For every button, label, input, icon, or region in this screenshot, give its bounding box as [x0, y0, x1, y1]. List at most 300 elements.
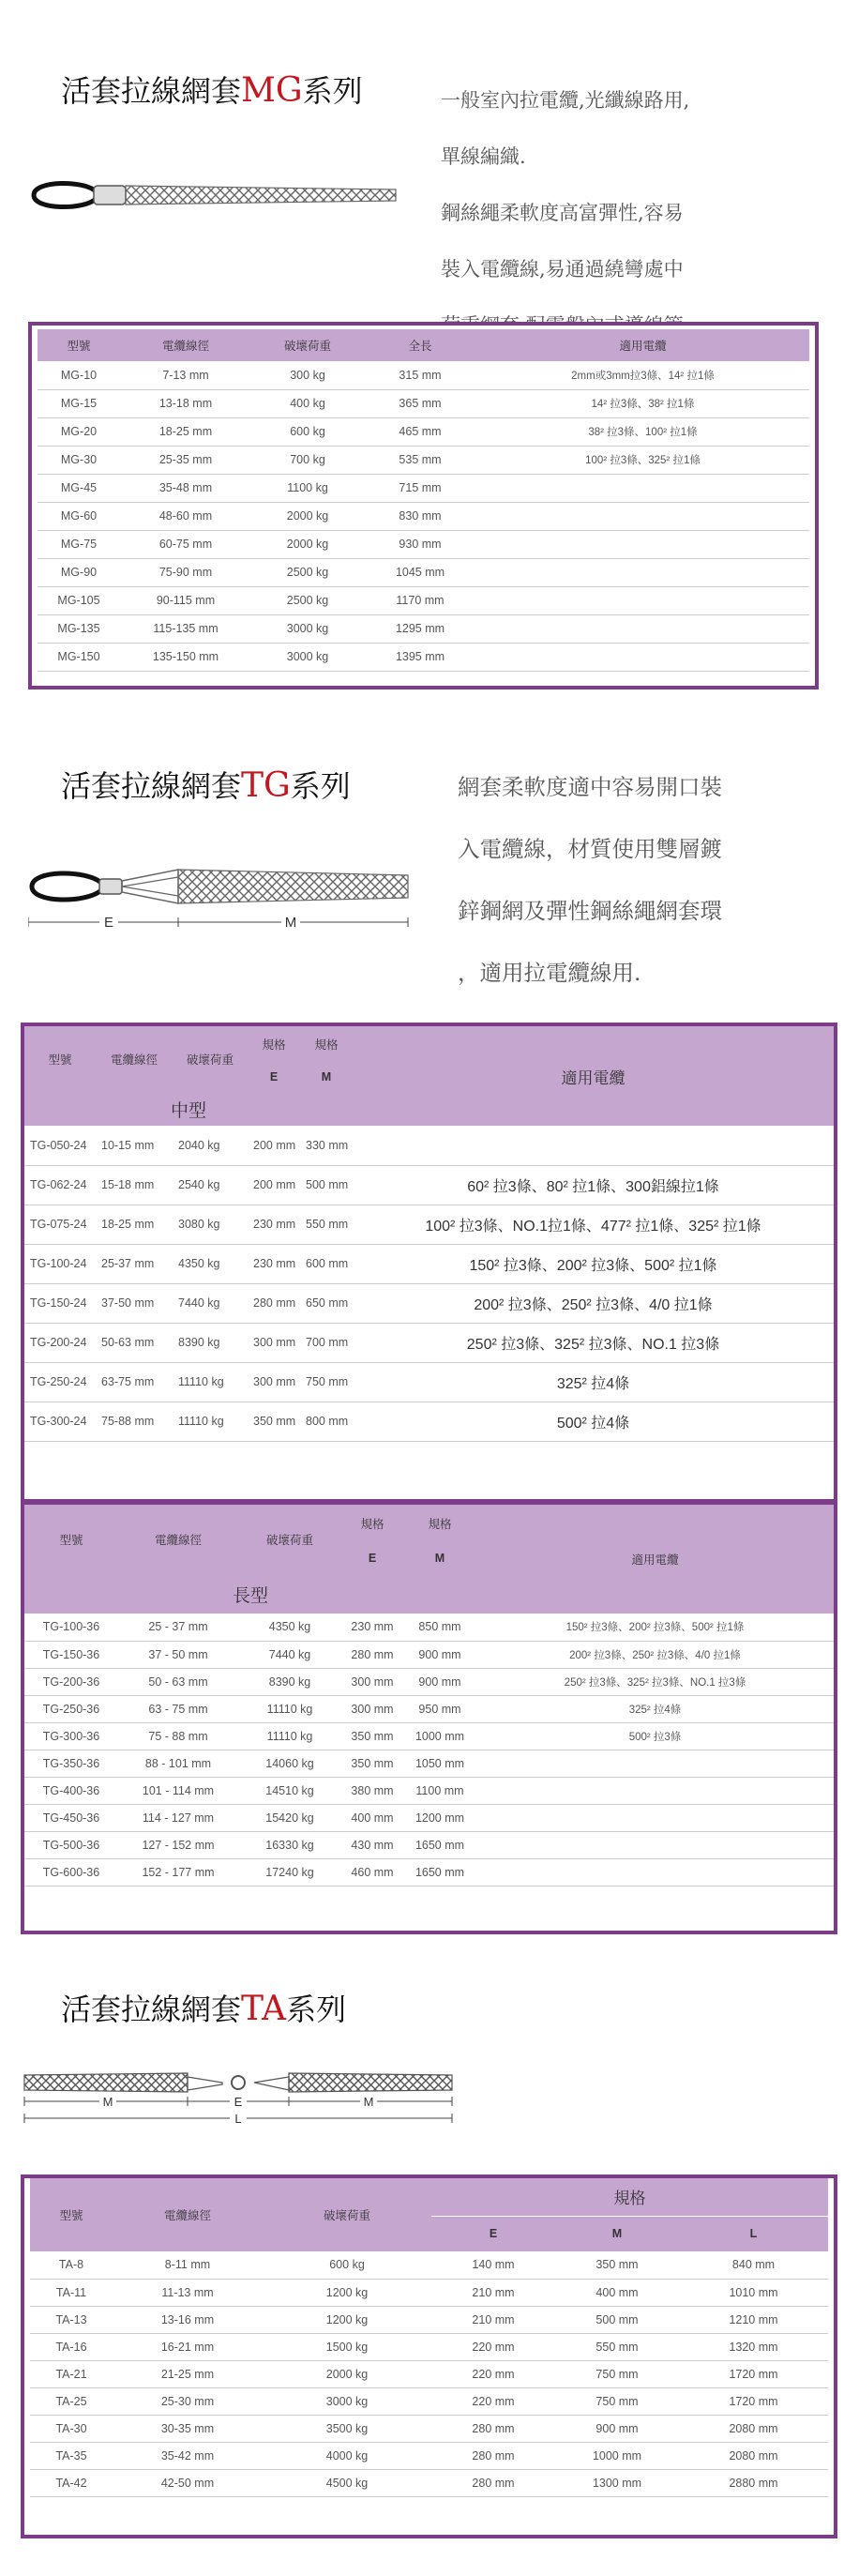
table-cell: 1200 kg — [263, 2306, 431, 2333]
table-cell: 75-90 mm — [120, 558, 251, 586]
table-cell: 210 mm — [431, 2279, 555, 2306]
table-cell: 1295 mm — [364, 614, 476, 643]
table-cell: 250² 拉3條、325² 拉3條、NO.1 拉3條 — [353, 1323, 834, 1362]
table-cell: 7440 kg — [238, 1641, 341, 1668]
mg-title-suffix: 系列 — [302, 73, 363, 109]
table-cell: 114 - 127 mm — [118, 1804, 238, 1831]
tg-long-col-load: 破壞荷重 — [238, 1505, 341, 1574]
table-cell: 2080 mm — [679, 2415, 828, 2442]
table-row — [24, 1402, 834, 1441]
mg-desc-line: 單線編織. — [441, 145, 526, 168]
table-cell: TG-062-24 — [24, 1165, 96, 1205]
table-cell: 75 - 88 mm — [118, 1722, 238, 1750]
table-row — [24, 1695, 834, 1722]
table-row — [38, 446, 809, 474]
table-cell: TA-30 — [30, 2415, 113, 2442]
table-cell: 325² 拉4條 — [353, 1362, 834, 1402]
table-cell: 650 mm — [300, 1283, 353, 1323]
table-cell: 1500 kg — [263, 2333, 431, 2360]
table-cell: 3000 kg — [251, 643, 364, 671]
table-cell: 500 mm — [300, 1165, 353, 1205]
ta-diagram-m-label: M — [363, 2095, 374, 2109]
tg-long-col-diameter: 電纜線徑 — [118, 1505, 238, 1574]
ta-col-m: M — [555, 2216, 679, 2251]
table-cell: 220 mm — [431, 2360, 555, 2387]
table-row — [24, 1641, 834, 1668]
tg-mid-type-label: 中型 — [24, 1092, 353, 1126]
table-cell: TG-050-24 — [24, 1126, 96, 1165]
table-row — [24, 1205, 834, 1244]
table-cell: 13-18 mm — [120, 389, 251, 417]
table-row — [30, 2279, 828, 2306]
tg-diagram-e-label: E — [103, 915, 114, 931]
table-cell: 11110 kg — [173, 1362, 248, 1402]
table-cell — [476, 1804, 834, 1831]
table-cell: TG-350-36 — [24, 1750, 118, 1777]
ta-table-frame — [21, 2174, 837, 2538]
tg-title-prefix: 活套拉線網套 — [61, 768, 242, 804]
table-cell: 300 mm — [248, 1323, 300, 1362]
table-cell: 1395 mm — [364, 643, 476, 671]
ta-col-model: 型號 — [30, 2178, 113, 2251]
table-cell: 63 - 75 mm — [118, 1695, 238, 1722]
table-row — [24, 1831, 834, 1858]
table-cell: 280 mm — [341, 1641, 403, 1668]
mg-desc-line: 裝入電纜線,易通過繞彎處中 — [441, 258, 684, 280]
table-cell: MG-105 — [38, 586, 120, 614]
ta-diagram-m-label: M — [102, 2095, 113, 2109]
table-cell: 75-88 mm — [96, 1402, 173, 1441]
table-cell: 15420 kg — [238, 1804, 341, 1831]
table-row — [38, 614, 809, 643]
table-cell: 115-135 mm — [120, 614, 251, 643]
table-cell: 15-18 mm — [96, 1165, 173, 1205]
table-cell: 4000 kg — [263, 2442, 431, 2469]
table-row — [24, 1722, 834, 1750]
table-cell: TG-250-24 — [24, 1362, 96, 1402]
mg-col-load: 破壞荷重 — [251, 329, 364, 361]
table-cell: 2mm或3mm拉3條、14² 拉1條 — [476, 361, 809, 389]
table-row — [30, 2415, 828, 2442]
table-cell: 7440 kg — [173, 1283, 248, 1323]
table-cell — [476, 530, 809, 558]
table-cell: 38² 拉3條、100² 拉1條 — [476, 417, 809, 446]
table-cell: TA-16 — [30, 2333, 113, 2360]
table-cell: 2000 kg — [251, 502, 364, 530]
tg-desc-line: 鋅鋼網及彈性鋼絲繩網套環 — [458, 898, 722, 924]
tg-mid-col-diameter: 電纜線徑 — [96, 1026, 173, 1092]
table-row — [24, 1750, 834, 1777]
table-cell: 152 - 177 mm — [118, 1858, 238, 1886]
table-cell: 350 mm — [248, 1402, 300, 1441]
table-cell: 25-30 mm — [113, 2387, 263, 2415]
table-cell: 500² 拉3條 — [476, 1722, 834, 1750]
table-cell: 500² 拉4條 — [353, 1402, 834, 1441]
table-cell: 37-50 mm — [96, 1283, 173, 1323]
table-cell: 465 mm — [364, 417, 476, 446]
table-cell — [353, 1126, 834, 1165]
table-cell: 750 mm — [555, 2387, 679, 2415]
table-cell: 700 mm — [300, 1323, 353, 1362]
table-cell: 550 mm — [555, 2333, 679, 2360]
ta-diagram-l-label: L — [234, 2112, 242, 2126]
tg-desc-line: ，適用拉電纜線用. — [458, 960, 641, 986]
table-cell: 380 mm — [341, 1777, 403, 1804]
table-cell: 3000 kg — [251, 614, 364, 643]
table-cell: MG-10 — [38, 361, 120, 389]
table-cell: 1300 mm — [555, 2469, 679, 2496]
table-cell: 800 mm — [300, 1402, 353, 1441]
table-cell: 550 mm — [300, 1205, 353, 1244]
table-cell: 2000 kg — [251, 530, 364, 558]
table-cell: 1170 mm — [364, 586, 476, 614]
table-cell — [476, 1750, 834, 1777]
table-cell: 230 mm — [248, 1205, 300, 1244]
table-cell: 400 kg — [251, 389, 364, 417]
table-row — [38, 389, 809, 417]
tg-long-col-e: E — [341, 1542, 403, 1574]
table-row — [24, 1165, 834, 1205]
tg-title-code: TG — [241, 766, 291, 805]
table-cell: 2040 kg — [173, 1126, 248, 1165]
table-cell: 42-50 mm — [113, 2469, 263, 2496]
mg-col-apply: 適用電纜 — [476, 329, 809, 361]
table-cell: 18-25 mm — [96, 1205, 173, 1244]
table-cell: 11110 kg — [238, 1695, 341, 1722]
table-cell: 230 mm — [341, 1614, 403, 1641]
table-row — [24, 1777, 834, 1804]
mg-sleeve-illustration — [28, 167, 403, 223]
table-cell: 48-60 mm — [120, 502, 251, 530]
table-cell: 8390 kg — [238, 1668, 341, 1695]
table-cell: 135-150 mm — [120, 643, 251, 671]
table-cell: 600 kg — [251, 417, 364, 446]
table-cell: 750 mm — [555, 2360, 679, 2387]
table-cell: MG-15 — [38, 389, 120, 417]
table-cell: 11-13 mm — [113, 2279, 263, 2306]
mg-col-model: 型號 — [38, 329, 120, 361]
ta-diagram-e-label: E — [234, 2095, 243, 2109]
mg-title-prefix: 活套拉線網套 — [61, 73, 242, 109]
table-cell: 1000 mm — [403, 1722, 476, 1750]
tg-long-col-m: M — [403, 1542, 476, 1574]
table-cell: TG-150-36 — [24, 1641, 118, 1668]
table-row — [38, 474, 809, 502]
table-cell: 840 mm — [679, 2251, 828, 2279]
table-cell: TG-500-36 — [24, 1831, 118, 1858]
table-cell: 30-35 mm — [113, 2415, 263, 2442]
table-cell: 7-13 mm — [120, 361, 251, 389]
table-cell: 300 mm — [341, 1695, 403, 1722]
table-cell: 2880 mm — [679, 2469, 828, 2496]
tg-mid-col-e: E — [248, 1062, 300, 1092]
tg-mid-col-spec: 規格 — [300, 1026, 353, 1062]
table-cell: 750 mm — [300, 1362, 353, 1402]
table-cell: TG-300-36 — [24, 1722, 118, 1750]
table-row — [38, 361, 809, 389]
table-cell: 1650 mm — [403, 1858, 476, 1886]
table-cell: 3080 kg — [173, 1205, 248, 1244]
table-row — [38, 530, 809, 558]
table-cell: 18-25 mm — [120, 417, 251, 446]
table-cell: TA-42 — [30, 2469, 113, 2496]
table-cell — [476, 1777, 834, 1804]
table-cell: 715 mm — [364, 474, 476, 502]
table-row — [24, 1614, 834, 1641]
ta-col-spec: 規格 — [431, 2178, 828, 2216]
tg-mid-col-load: 破壞荷重 — [173, 1026, 248, 1092]
table-cell: 2000 kg — [263, 2360, 431, 2387]
tg-long-col-apply: 適用電纜 — [476, 1505, 834, 1614]
table-cell — [476, 1831, 834, 1858]
table-cell: 1720 mm — [679, 2387, 828, 2415]
table-row — [30, 2333, 828, 2360]
table-cell: 600 kg — [263, 2251, 431, 2279]
table-cell: 2540 kg — [173, 1165, 248, 1205]
table-cell: 900 mm — [403, 1668, 476, 1695]
table-cell: 300 mm — [341, 1668, 403, 1695]
table-cell: 850 mm — [403, 1614, 476, 1641]
table-cell: 4350 kg — [238, 1614, 341, 1641]
table-cell: 350 mm — [555, 2251, 679, 2279]
tg-mid-table-frame — [21, 1023, 837, 1503]
table-cell: 210 mm — [431, 2306, 555, 2333]
table-cell: 140 mm — [431, 2251, 555, 2279]
table-cell: 1320 mm — [679, 2333, 828, 2360]
table-row — [24, 1126, 834, 1165]
tg-long-table-body — [24, 1614, 834, 1886]
table-row — [30, 2469, 828, 2496]
mg-col-diameter: 電纜線徑 — [120, 329, 251, 361]
mg-table — [38, 329, 809, 672]
table-row — [24, 1283, 834, 1323]
table-cell: 101 - 114 mm — [118, 1777, 238, 1804]
table-cell: MG-150 — [38, 643, 120, 671]
table-cell: 1210 mm — [679, 2306, 828, 2333]
table-cell — [476, 643, 809, 671]
table-cell: 37 - 50 mm — [118, 1641, 238, 1668]
tg-mid-col-apply: 適用電纜 — [353, 1026, 834, 1126]
table-cell: 1050 mm — [403, 1750, 476, 1777]
table-cell: TG-200-36 — [24, 1668, 118, 1695]
table-cell: 400 mm — [341, 1804, 403, 1831]
table-cell: 1045 mm — [364, 558, 476, 586]
table-cell: 200² 拉3條、250² 拉3條、4/0 拉1條 — [476, 1641, 834, 1668]
table-cell: 25-37 mm — [96, 1244, 173, 1283]
table-cell: TA-8 — [30, 2251, 113, 2279]
tg-mid-col-model: 型號 — [24, 1026, 96, 1092]
table-cell: 300 kg — [251, 361, 364, 389]
table-cell: 60-75 mm — [120, 530, 251, 558]
table-cell: 100² 拉3條、325² 拉1條 — [476, 446, 809, 474]
table-cell: 1200 kg — [263, 2279, 431, 2306]
table-cell: 21-25 mm — [113, 2360, 263, 2387]
table-row — [30, 2251, 828, 2279]
table-cell: 325² 拉4條 — [476, 1695, 834, 1722]
table-cell: 17240 kg — [238, 1858, 341, 1886]
table-row — [38, 586, 809, 614]
ta-col-diameter: 電纜線徑 — [113, 2178, 263, 2251]
tg-desc-line: 入電纜線，材質使用雙層鍍 — [458, 836, 722, 862]
table-cell: 16330 kg — [238, 1831, 341, 1858]
table-cell: TG-300-24 — [24, 1402, 96, 1441]
tg-mid-table — [24, 1026, 834, 1442]
table-cell — [476, 474, 809, 502]
table-cell: 535 mm — [364, 446, 476, 474]
table-cell: 1650 mm — [403, 1831, 476, 1858]
table-cell: 950 mm — [403, 1695, 476, 1722]
tg-long-col-spec: 規格 — [341, 1505, 403, 1542]
table-cell: TG-150-24 — [24, 1283, 96, 1323]
table-cell: TG-100-36 — [24, 1614, 118, 1641]
table-cell: 35-42 mm — [113, 2442, 263, 2469]
table-cell: MG-30 — [38, 446, 120, 474]
table-row — [30, 2442, 828, 2469]
table-cell: 100² 拉3條、NO.1拉1條、477² 拉1條、325² 拉1條 — [353, 1205, 834, 1244]
ta-table — [30, 2178, 828, 2497]
table-cell: 13-16 mm — [113, 2306, 263, 2333]
table-cell: TG-075-24 — [24, 1205, 96, 1244]
table-cell: 330 mm — [300, 1126, 353, 1165]
table-cell: 700 kg — [251, 446, 364, 474]
table-cell: 50-63 mm — [96, 1323, 173, 1362]
table-cell: 300 mm — [248, 1362, 300, 1402]
table-cell: 1100 mm — [403, 1777, 476, 1804]
table-cell: 10-15 mm — [96, 1126, 173, 1165]
table-cell: 1200 mm — [403, 1804, 476, 1831]
mg-title-code: MG — [241, 71, 303, 110]
table-row — [24, 1804, 834, 1831]
table-cell: 16-21 mm — [113, 2333, 263, 2360]
ta-title-suffix: 系列 — [286, 1992, 347, 2027]
ta-title-prefix: 活套拉線網套 — [61, 1992, 242, 2027]
table-row — [30, 2306, 828, 2333]
tg-sleeve-illustration — [28, 858, 422, 933]
table-cell: 2080 mm — [679, 2442, 828, 2469]
table-cell: 315 mm — [364, 361, 476, 389]
table-cell: 150² 拉3條、200² 拉3條、500² 拉1條 — [353, 1244, 834, 1283]
table-cell: 200 mm — [248, 1165, 300, 1205]
table-cell: 127 - 152 mm — [118, 1831, 238, 1858]
ta-sleeve-illustration — [21, 2064, 461, 2129]
table-cell: 280 mm — [431, 2415, 555, 2442]
table-row — [24, 1362, 834, 1402]
table-row — [24, 1323, 834, 1362]
tg-mid-table-body — [24, 1126, 834, 1441]
table-cell: 200 mm — [248, 1126, 300, 1165]
table-cell: 14060 kg — [238, 1750, 341, 1777]
table-cell: 350 mm — [341, 1722, 403, 1750]
mg-title — [61, 68, 363, 111]
table-cell: 90-115 mm — [120, 586, 251, 614]
table-cell: 4350 kg — [173, 1244, 248, 1283]
table-cell: TG-600-36 — [24, 1858, 118, 1886]
table-cell: 500 mm — [555, 2306, 679, 2333]
tg-diagram-m-label: M — [284, 915, 297, 931]
mg-desc-line: 一般室內拉電纜,光纖線路用, — [441, 89, 690, 112]
table-cell: MG-75 — [38, 530, 120, 558]
table-cell: 50 - 63 mm — [118, 1668, 238, 1695]
table-cell: 60² 拉3條、80² 拉1條、300鋁線拉1條 — [353, 1165, 834, 1205]
table-cell: 14² 拉3條、38² 拉1條 — [476, 389, 809, 417]
mg-col-length: 全長 — [364, 329, 476, 361]
table-cell: 3500 kg — [263, 2415, 431, 2442]
table-cell — [476, 586, 809, 614]
table-cell: 63-75 mm — [96, 1362, 173, 1402]
tg-desc-line: 網套柔軟度適中容易開口裝 — [458, 774, 722, 800]
mg-table-body — [38, 361, 809, 671]
table-cell: 365 mm — [364, 389, 476, 417]
table-row — [38, 558, 809, 586]
table-cell: 11110 kg — [238, 1722, 341, 1750]
table-cell: 280 mm — [248, 1283, 300, 1323]
table-cell: 4500 kg — [263, 2469, 431, 2496]
table-row — [38, 643, 809, 671]
table-cell: 460 mm — [341, 1858, 403, 1886]
table-cell: 830 mm — [364, 502, 476, 530]
table-cell: TG-450-36 — [24, 1804, 118, 1831]
table-cell: 1000 mm — [555, 2442, 679, 2469]
table-cell: MG-90 — [38, 558, 120, 586]
table-cell: 280 mm — [431, 2469, 555, 2496]
table-cell: 11110 kg — [173, 1402, 248, 1441]
table-cell: 1010 mm — [679, 2279, 828, 2306]
ta-col-l: L — [679, 2216, 828, 2251]
tg-long-col-spec: 規格 — [403, 1505, 476, 1542]
mg-desc-line: 鋼絲繩柔軟度高富彈性,容易 — [441, 202, 684, 224]
table-row — [24, 1668, 834, 1695]
table-cell: TG-250-36 — [24, 1695, 118, 1722]
table-cell: 14510 kg — [238, 1777, 341, 1804]
table-row — [24, 1244, 834, 1283]
ta-title-code: TA — [241, 1990, 287, 2028]
table-cell: 2500 kg — [251, 558, 364, 586]
table-cell: MG-45 — [38, 474, 120, 502]
table-cell: 8-11 mm — [113, 2251, 263, 2279]
table-cell: 8390 kg — [173, 1323, 248, 1362]
table-cell: TA-11 — [30, 2279, 113, 2306]
ta-title — [61, 1986, 346, 2029]
tg-long-table — [24, 1505, 834, 1887]
table-cell: 900 mm — [403, 1641, 476, 1668]
table-cell: 25-35 mm — [120, 446, 251, 474]
table-cell: 2500 kg — [251, 586, 364, 614]
table-cell: 1100 kg — [251, 474, 364, 502]
table-cell: 3000 kg — [263, 2387, 431, 2415]
table-cell: MG-135 — [38, 614, 120, 643]
table-cell: MG-60 — [38, 502, 120, 530]
tg-mid-col-m: M — [300, 1062, 353, 1092]
table-cell — [476, 614, 809, 643]
table-cell: 280 mm — [431, 2442, 555, 2469]
table-cell: TA-25 — [30, 2387, 113, 2415]
table-cell: 150² 拉3條、200² 拉3條、500² 拉1條 — [476, 1614, 834, 1641]
table-cell: 430 mm — [341, 1831, 403, 1858]
table-cell: 25 - 37 mm — [118, 1614, 238, 1641]
table-cell: 230 mm — [248, 1244, 300, 1283]
ta-col-load: 破壞荷重 — [263, 2178, 431, 2251]
table-cell: TA-35 — [30, 2442, 113, 2469]
table-cell: 900 mm — [555, 2415, 679, 2442]
table-cell: TA-13 — [30, 2306, 113, 2333]
table-row — [38, 417, 809, 446]
tg-mid-col-spec: 規格 — [248, 1026, 300, 1062]
table-cell: TA-21 — [30, 2360, 113, 2387]
table-row — [38, 502, 809, 530]
ta-table-body — [30, 2251, 828, 2496]
table-cell: 220 mm — [431, 2333, 555, 2360]
table-cell: 88 - 101 mm — [118, 1750, 238, 1777]
